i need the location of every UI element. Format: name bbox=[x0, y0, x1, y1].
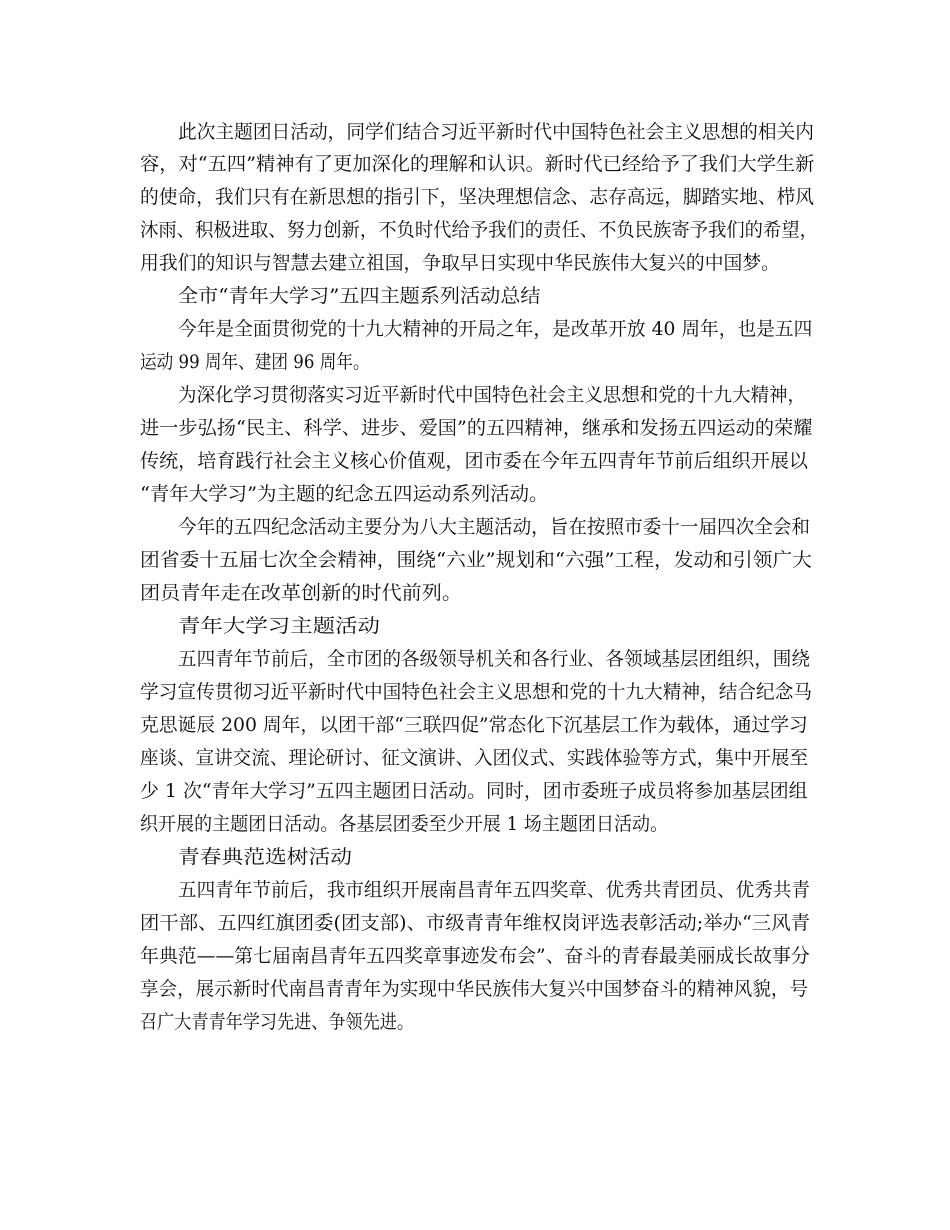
section-heading: 青年大学习主题活动 bbox=[178, 615, 381, 637]
text-line: 五四青年节前后，全市团的各级领导机关和各行业、各领域基层团组织，围绕 bbox=[178, 648, 810, 670]
text-line: 容，对“五四”精神有了更加深化的理解和认识。新时代已经给予了我们大学生新 bbox=[140, 153, 815, 175]
text-line: 克思诞辰 200 周年，以团干部“三联四促”常态化下沉基层工作为载体，通过学习 bbox=[140, 714, 808, 736]
text-line: 召广大青青年学习先进、争领先进。 bbox=[140, 1011, 415, 1033]
section-heading: 青春典范选树活动 bbox=[178, 846, 353, 868]
text-line: 年典范——第七届南昌青年五四奖章事迹发布会”、奋斗的青春最美丽成长故事分 bbox=[140, 945, 810, 967]
text-line: 五四青年节前后，我市组织开展南昌青年五四奖章、优秀共青团员、优秀共青 bbox=[178, 879, 810, 901]
text-line: 团员青年走在改革创新的时代前列。 bbox=[140, 582, 463, 604]
section-heading: 全市“青年大学习”五四主题系列活动总结 bbox=[178, 285, 541, 307]
text-line: “青年大学习”为主题的纪念五四运动系列活动。 bbox=[140, 483, 549, 505]
text-line: 享会，展示新时代南昌青青年为实现中华民族伟大复兴中国梦奋斗的精神风貌，号 bbox=[140, 978, 809, 1000]
text-line: 学习宣传贯彻习近平新时代中国特色社会主义思想和党的十九大精神，结合纪念马 bbox=[140, 681, 813, 703]
text-line: 进一步弘扬“民主、科学、进步、爱国”的五四精神，继承和发扬五四运动的荣耀 bbox=[140, 417, 813, 439]
text-line: 此次主题团日活动，同学们结合习近平新时代中国特色社会主义思想的相关内 bbox=[178, 121, 815, 143]
text-line: 团干部、五四红旗团委(团支部)、市级青青年维权岗评选表彰活动;举办“三风青 bbox=[140, 912, 810, 934]
text-line: 用我们的知识与智慧去建立祖国，争取早日实现中华民族伟大复兴的中国梦。 bbox=[140, 252, 781, 274]
text-line: 沐雨、积极进取、努力创新，不负时代给予我们的责任、不负民族寄予我们的希望， bbox=[140, 219, 818, 241]
text-line: 团省委十五届七次全会精神，围绕“六业”规划和“六强”工程，发动和引领广大 bbox=[140, 549, 812, 571]
text-line: 少 1 次“青年大学习”五四主题团日活动。同时，团市委班子成员将参加基层团组 bbox=[140, 780, 808, 802]
text-line: 传统，培育践行社会主义核心价值观，团市委在今年五四青年节前后组织开展以 bbox=[140, 450, 809, 472]
text-line: 的使命，我们只有在新思想的指引下，坚决理想信念、志存高远，脚踏实地、栉风 bbox=[140, 186, 815, 208]
text-line: 织开展的主题团日活动。各基层团委至少开展 1 场主题团日活动。 bbox=[140, 813, 669, 835]
text-line: 今年是全面贯彻党的十九大精神的开局之年，是改革开放 40 周年，也是五四 bbox=[178, 318, 813, 340]
text-line: 运动 99 周年、建团 96 周年。 bbox=[140, 351, 370, 373]
text-line: 今年的五四纪念活动主要分为八大主题活动，旨在按照市委十一届四次全会和 bbox=[178, 516, 810, 538]
text-line: 座谈、宣讲交流、理论研讨、征文演讲、入团仪式、实践体验等方式，集中开展至 bbox=[140, 747, 809, 769]
text-line: 为深化学习贯彻落实习近平新时代中国特色社会主义思想和党的十九大精神， bbox=[178, 384, 806, 406]
